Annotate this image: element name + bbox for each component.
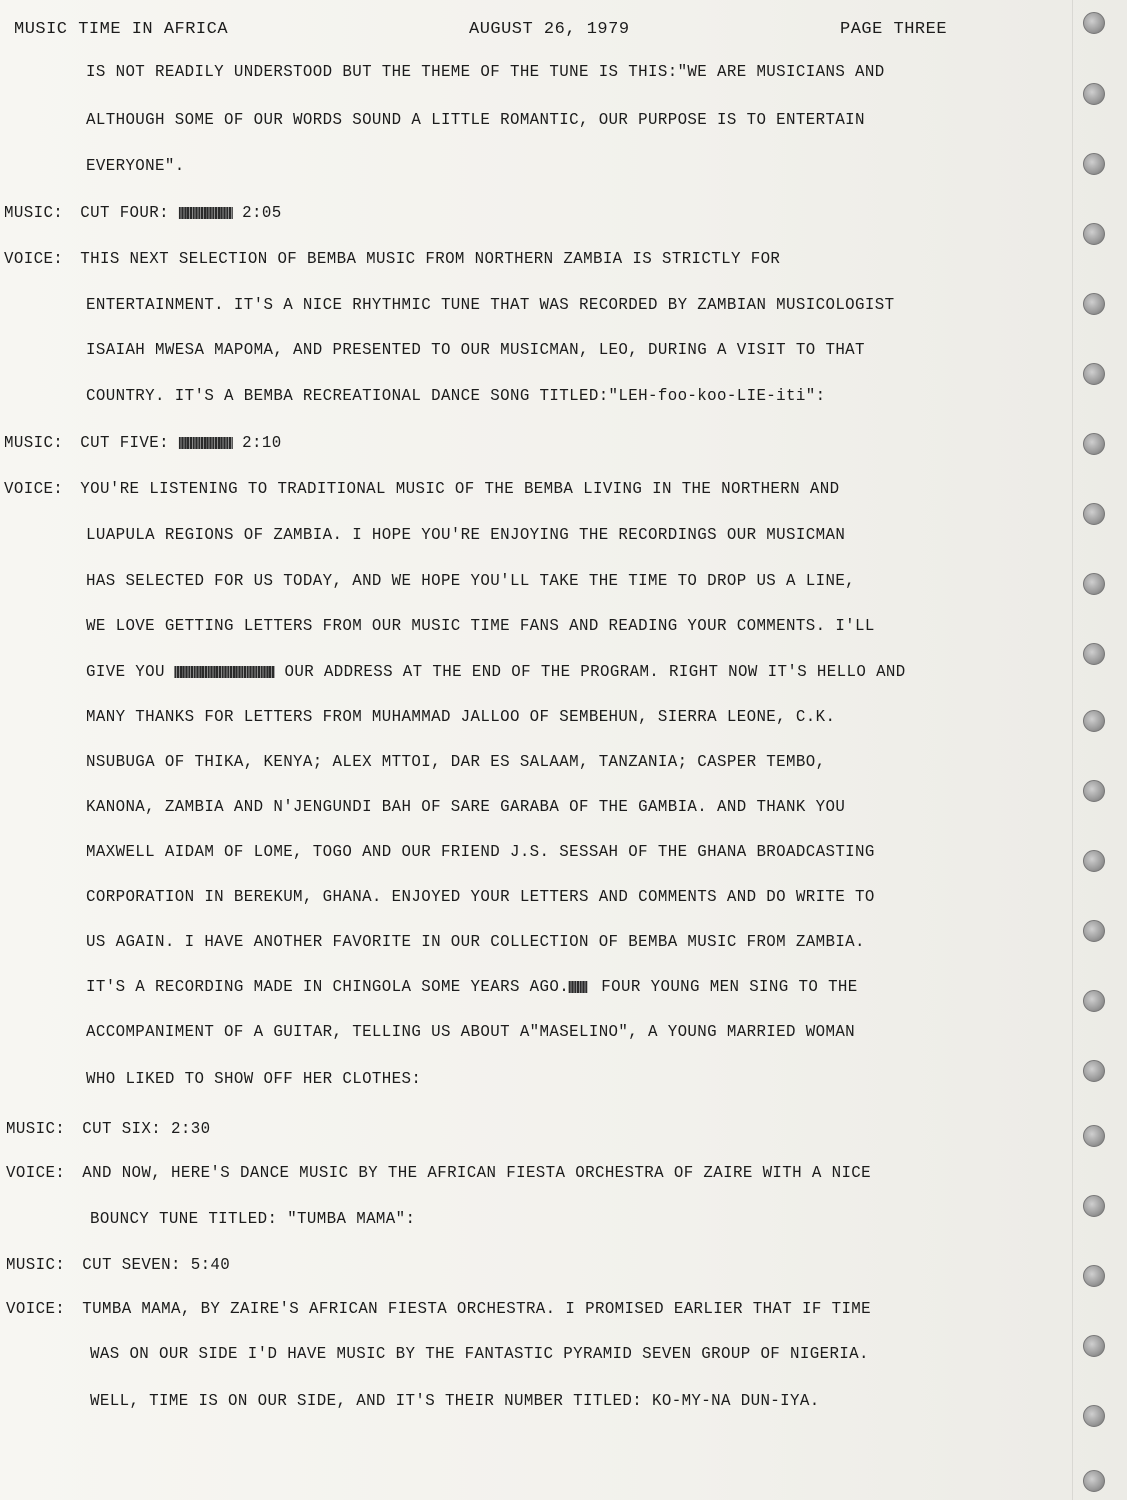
text-line: KANONA, ZAMBIA AND N'JENGUNDI BAH OF SARE GARABA OF THE GAMBIA. AND THANK YOU — [86, 798, 846, 817]
cue-title: CUT FOUR: — [80, 204, 170, 223]
text-line: IS NOT READILY UNDERSTOOD BUT THE THEME OF THE TUNE IS THIS:"WE ARE MUSICIANS AND — [86, 63, 885, 82]
text-line: MANY THANKS FOR LETTERS FROM MUHAMMAD JALLOO OF SEMBEHUN, SIERRA LEONE, C.K. — [86, 708, 836, 727]
text-line — [86, 978, 858, 997]
punch-hole — [1083, 293, 1105, 315]
text-line: AND NOW, HERE'S DANCE MUSIC BY THE AFRICAN FIESTA ORCHESTRA OF ZAIRE WITH A NICE — [82, 1164, 872, 1183]
punch-hole — [1083, 1060, 1105, 1082]
text-line: THIS NEXT SELECTION OF BEMBA MUSIC FROM NORTHERN ZAMBIA IS STRICTLY FOR — [80, 250, 781, 269]
voice-block-line — [6, 1300, 871, 1319]
text-line: YOU'RE LISTENING TO TRADITIONAL MUSIC OF THE BEMBA LIVING IN THE NORTHERN AND — [80, 480, 840, 499]
punch-hole — [1083, 573, 1105, 595]
punch-hole — [1083, 153, 1105, 175]
text-segment: FOUR YOUNG MEN SING TO THE — [601, 978, 858, 997]
music-cue-six — [6, 1120, 210, 1139]
text-line: ALTHOUGH SOME OF OUR WORDS SOUND A LITTLE ROMANTIC, OUR PURPOSE IS TO ENTERTAIN — [86, 111, 865, 130]
punch-hole — [1083, 433, 1105, 455]
tractor-feed-holes — [1067, 0, 1127, 1500]
header-page-number: PAGE THREE — [840, 20, 948, 39]
punch-hole — [1083, 83, 1105, 105]
punch-hole — [1083, 1265, 1105, 1287]
music-cue-five — [4, 434, 282, 453]
punch-hole — [1083, 710, 1105, 732]
text-line: LUAPULA REGIONS OF ZAMBIA. I HOPE YOU'RE ENJOYING THE RECORDINGS OUR MUSICMAN — [86, 526, 846, 545]
punch-hole — [1083, 363, 1105, 385]
punch-hole — [1083, 1195, 1105, 1217]
cue-label: VOICE: — [6, 1164, 66, 1183]
voice-block-line — [4, 480, 839, 499]
text-line — [86, 663, 906, 682]
page-header — [14, 20, 974, 44]
header-date: AUGUST 26, 1979 — [469, 20, 630, 39]
punch-hole — [1083, 990, 1105, 1012]
text-segment: GIVE YOU — [86, 663, 165, 682]
punch-hole — [1083, 12, 1105, 34]
text-line: TUMBA MAMA, BY ZAIRE'S AFRICAN FIESTA ORCHESTRA. I PROMISED EARLIER THAT IF TIME — [82, 1300, 872, 1319]
cue-label: MUSIC: — [6, 1120, 66, 1139]
voice-block-line — [4, 250, 780, 269]
music-cue-four — [4, 204, 282, 223]
text-line: EVERYONE". — [86, 157, 185, 176]
text-line: HAS SELECTED FOR US TODAY, AND WE HOPE YOU'LL TAKE THE TIME TO DROP US A LINE, — [86, 572, 856, 591]
text-segment: IT'S A RECORDING MADE IN CHINGOLA SOME YEARS AGO. — [86, 978, 570, 997]
cue-label: VOICE: — [6, 1300, 66, 1319]
cue-title: CUT SEVEN: 5:40 — [82, 1256, 231, 1275]
text-line: WE LOVE GETTING LETTERS FROM OUR MUSIC TIME FANS AND READING YOUR COMMENTS. I'LL — [86, 617, 875, 636]
cue-label: VOICE: — [4, 480, 64, 499]
text-line: ACCOMPANIMENT OF A GUITAR, TELLING US ABOUT A"MASELINO", A YOUNG MARRIED WOMAN — [86, 1023, 856, 1042]
text-line: MAXWELL AIDAM OF LOME, TOGO AND OUR FRIEND J.S. SESSAH OF THE GHANA BROADCASTING — [86, 843, 875, 862]
cue-title: CUT SIX: 2:30 — [82, 1120, 211, 1139]
cue-label: MUSIC: — [4, 434, 64, 453]
punch-hole — [1083, 643, 1105, 665]
struck-out-text — [179, 437, 233, 449]
punch-hole — [1083, 1405, 1105, 1427]
text-line: ENTERTAINMENT. IT'S A NICE RHYTHMIC TUNE THAT WAS RECORDED BY ZAMBIAN MUSICOLOGIST — [86, 296, 895, 315]
punch-hole — [1083, 780, 1105, 802]
cue-label: MUSIC: — [4, 204, 64, 223]
punch-hole — [1083, 223, 1105, 245]
punch-hole — [1083, 1125, 1105, 1147]
text-line: COUNTRY. IT'S A BEMBA RECREATIONAL DANCE SONG TITLED:"LEH-foo-koo-LIE-iti": — [86, 387, 826, 406]
text-line: BOUNCY TUNE TITLED: "TUMBA MAMA": — [90, 1210, 416, 1229]
text-segment: OUR ADDRESS AT THE END OF THE PROGRAM. RIGHT NOW IT'S HELLO AND — [284, 663, 906, 682]
cue-label: VOICE: — [4, 250, 64, 269]
text-line: NSUBUGA OF THIKA, KENYA; ALEX MTTOI, DAR ES SALAAM, TANZANIA; CASPER TEMBO, — [86, 753, 826, 772]
struck-out-text — [569, 981, 588, 993]
punch-hole — [1083, 1335, 1105, 1357]
struck-out-text — [175, 666, 275, 678]
header-program-title: MUSIC TIME IN AFRICA — [14, 20, 229, 39]
cue-duration: 2:05 — [242, 204, 282, 223]
music-cue-seven — [6, 1256, 230, 1275]
text-line: US AGAIN. I HAVE ANOTHER FAVORITE IN OUR COLLECTION OF BEMBA MUSIC FROM ZAMBIA. — [86, 933, 865, 952]
punch-hole — [1083, 920, 1105, 942]
punch-hole — [1083, 1470, 1105, 1492]
text-line: WELL, TIME IS ON OUR SIDE, AND IT'S THEIR NUMBER TITLED: KO-MY-NA DUN-IYA. — [90, 1392, 820, 1411]
punch-hole — [1083, 850, 1105, 872]
struck-out-text — [179, 207, 233, 219]
cue-duration: 2:10 — [242, 434, 282, 453]
text-line: WHO LIKED TO SHOW OFF HER CLOTHES: — [86, 1070, 422, 1089]
voice-block-line — [6, 1164, 871, 1183]
text-line: CORPORATION IN BEREKUM, GHANA. ENJOYED YOUR LETTERS AND COMMENTS AND DO WRITE TO — [86, 888, 875, 907]
cue-title: CUT FIVE: — [80, 434, 170, 453]
cue-label: MUSIC: — [6, 1256, 66, 1275]
text-line: ISAIAH MWESA MAPOMA, AND PRESENTED TO OUR MUSICMAN, LEO, DURING A VISIT TO THAT — [86, 341, 865, 360]
text-line: WAS ON OUR SIDE I'D HAVE MUSIC BY THE FANTASTIC PYRAMID SEVEN GROUP OF NIGERIA. — [90, 1345, 869, 1364]
punch-hole — [1083, 503, 1105, 525]
